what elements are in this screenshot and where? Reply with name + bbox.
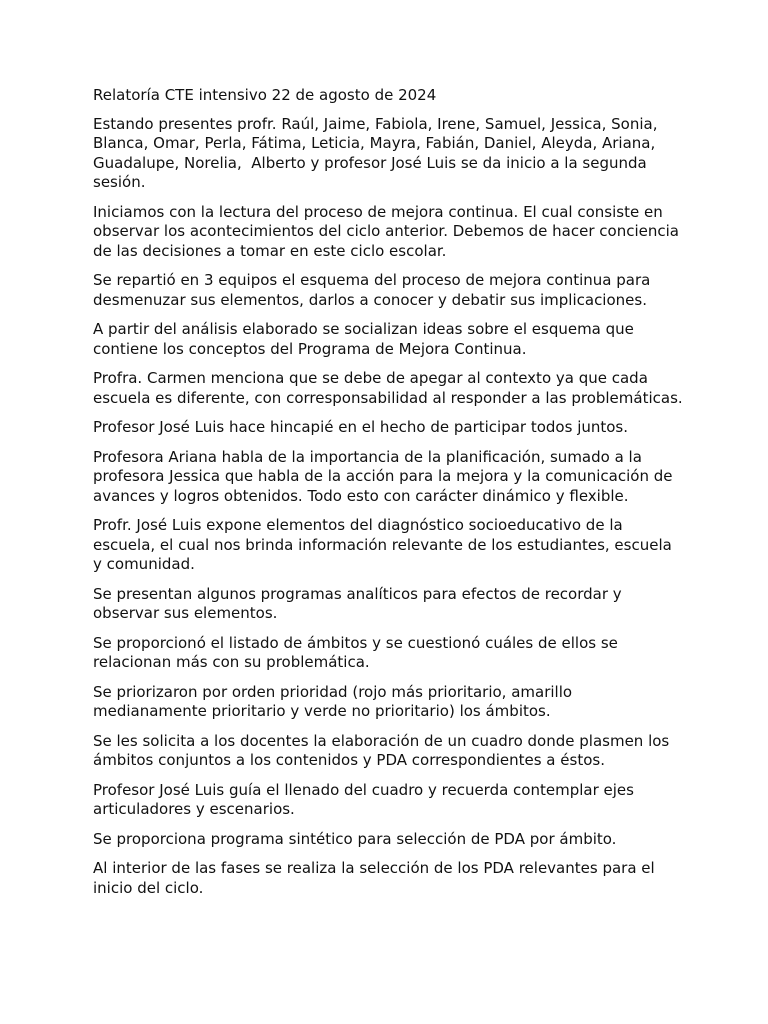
paragraph-jose-luis-together: Profesor José Luis hace hincapié en el hecho de participar todos juntos.	[93, 418, 629, 436]
paragraph-teams: Se repartió en 3 equipos el esquema del proceso de mejora continua para desmenuzar sus elementos, darlos a conocer y debatir sus implicaciones.	[93, 271, 656, 309]
paragraph-reading: Iniciamos con la lectura del proceso de mejora continua. El cual consiste en observar los acontecimientos del ciclo anterior. Debemos de hacer conciencia de las decisiones a tomar en este ciclo escolar.	[93, 202, 684, 260]
paragraph-ambitos-list: Se proporcionó el listado de ámbitos y se cuestionó cuáles de ellos se relacionan más con su problemática.	[93, 633, 623, 671]
paragraph-priority: Se priorizaron por orden prioridad (rojo más prioritario, amarillo medianamente prioritario y verde no prioritario) los ámbitos.	[93, 682, 577, 720]
paragraph-diagnostic: Profr. José Luis expone elementos del diagnóstico socioeducativo de la escuela, el cual nos brinda información relevante de los estudiantes, escuela y comunidad.	[93, 516, 677, 573]
document-title: Relatoría CTE intensivo 22 de agosto de 2024	[93, 86, 437, 104]
paragraph-carmen: Profra. Carmen menciona que se debe de apegar al contexto ya que cada escuela es diferente, con corresponsabilidad al responder a las problemáticas.	[93, 369, 683, 407]
paragraph-ariana: Profesora Ariana habla de la importancia de la planificación, sumado a la profesora Jessica que habla de la acción para la mejora y la comunicación de avances y logros obtenidos. Todo esto con carácter dinámico y flexible.	[93, 447, 678, 505]
paragraph-pda-selection: Al interior de las fases se realiza la selección de los PDA relevantes para el inicio del ciclo.	[93, 859, 660, 897]
paragraph-table-guide: Profesor José Luis guía el llenado del cuadro y recuerda contemplar ejes articuladores y escenarios.	[93, 780, 639, 818]
paragraph-table-request: Se les solicita a los docentes la elaboración de un cuadro donde plasmen los ámbitos conjuntos a los contenidos y PDA correspondientes a éstos.	[93, 731, 675, 769]
paragraph-synthetic-program: Se proporciona programa sintético para selección de PDA por ámbito.	[93, 829, 617, 848]
paragraph-attendance: Estando presentes profr. Raúl, Jaime, Fabiola, Irene, Samuel, Jessica, Sonia, Blanca, Omar, Perla, Fátima, Leticia, Mayra, Fabián, Daniel, Aleyda, Ariana, Guadalupe, Norelia, Alberto y profesor José Luis se da inicio a la segunda sesión.	[93, 114, 663, 191]
paragraph-analysis: A partir del análisis elaborado se socializan ideas sobre el esquema que contiene los conceptos del Programa de Mejora Continua.	[93, 320, 639, 358]
document-page	[93, 86, 683, 908]
paragraph-programs: Se presentan algunos programas analíticos para efectos de recordar y observar sus elementos.	[93, 584, 627, 622]
